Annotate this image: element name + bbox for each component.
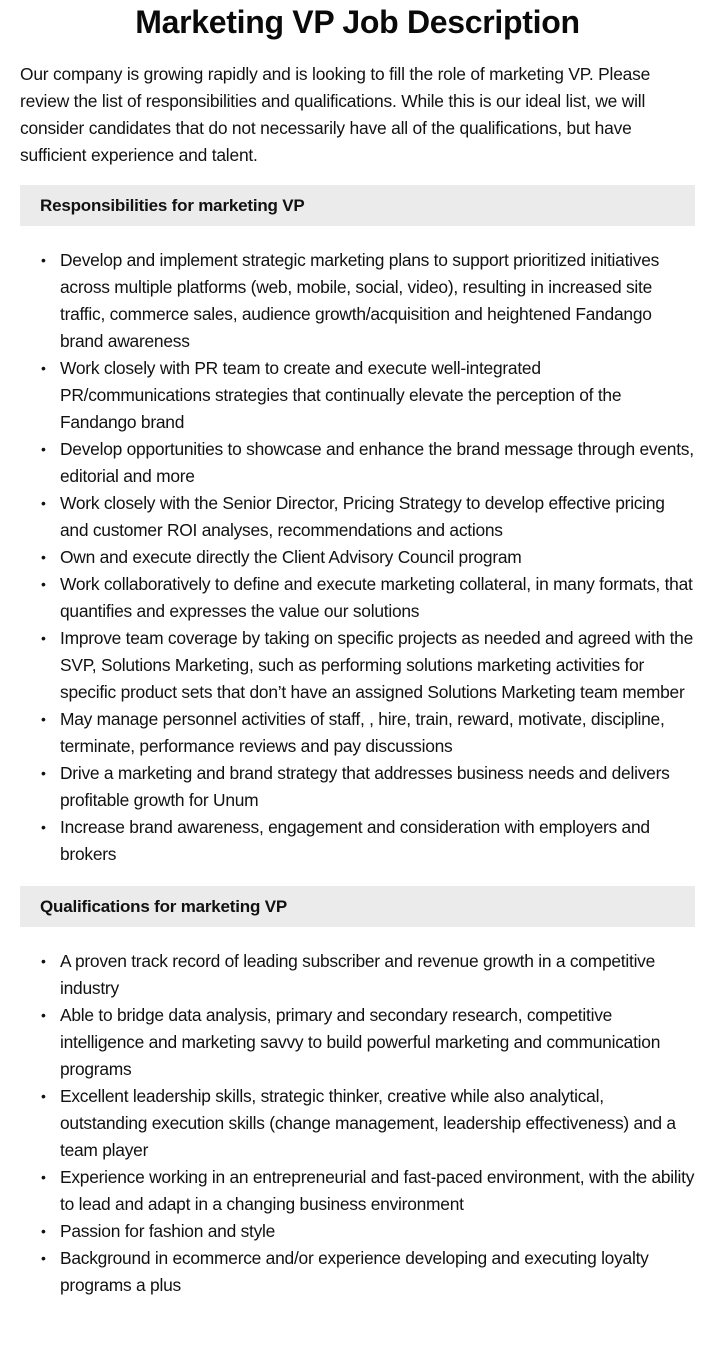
list-item: • Own and execute directly the Client Advisory Council program — [60, 544, 695, 571]
responsibilities-list — [20, 247, 695, 868]
list-item: • Develop opportunities to showcase and enhance the brand message through events, editorial and more — [60, 436, 695, 490]
list-item: • Able to bridge data analysis, primary and secondary research, competitive intelligence and marketing savvy to build powerful marketing and communication programs — [60, 1002, 695, 1083]
list-item: • Work closely with the Senior Director, Pricing Strategy to develop effective pricing and customer ROI analyses, recommendations and actions — [60, 490, 695, 544]
list-item: • Background in ecommerce and/or experience developing and executing loyalty programs a plus — [60, 1245, 695, 1299]
bullet-icon: • — [41, 765, 46, 781]
list-item: • Passion for fashion and style — [60, 1218, 695, 1245]
list-item: • Drive a marketing and brand strategy that addresses business needs and delivers profitable growth for Unum — [60, 760, 695, 814]
list-item: • Develop and implement strategic marketing plans to support prioritized initiatives across multiple platforms (web, mobile, social, video), resulting in increased site traffic, commerce sales, audience growth/acquisition and heightened Fandango brand awareness — [60, 247, 695, 355]
qualifications-header: Qualifications for marketing VP — [20, 886, 695, 927]
list-item: • Excellent leadership skills, strategic thinker, creative while also analytical, outstanding execution skills (change management, leadership effectiveness) and a team player — [60, 1083, 695, 1164]
responsibilities-header: Responsibilities for marketing VP — [20, 185, 695, 226]
page-title: Marketing VP Job Description — [135, 4, 580, 40]
bullet-icon: • — [41, 1088, 46, 1104]
list-item: • Improve team coverage by taking on specific projects as needed and agreed with the SVP, Solutions Marketing, such as performing solutions marketing activities for specific product sets that don’t have an assigned Solutions Marketing team member — [60, 625, 695, 706]
bullet-icon: • — [41, 819, 46, 835]
qualifications-list — [20, 948, 695, 1299]
bullet-icon: • — [41, 1223, 46, 1239]
bullet-icon: • — [41, 1007, 46, 1023]
list-item: • May manage personnel activities of staff, , hire, train, reward, motivate, discipline, terminate, performance reviews and pay discussions — [60, 706, 695, 760]
bullet-icon: • — [41, 252, 46, 268]
intro-paragraph: Our company is growing rapidly and is looking to fill the role of marketing VP. Please review the list of responsibilities and qualifications. While this is our ideal list, we will consider candidates that do not necessarily have all of the qualifications, but have sufficient experience and talent. — [20, 64, 651, 165]
bullet-icon: • — [41, 576, 46, 592]
list-item: • Experience working in an entrepreneurial and fast-paced environment, with the ability to lead and adapt in a changing business environment — [60, 1164, 695, 1218]
bullet-icon: • — [41, 1169, 46, 1185]
bullet-icon: • — [41, 549, 46, 565]
bullet-icon: • — [41, 441, 46, 457]
list-item: • Increase brand awareness, engagement and consideration with employers and brokers — [60, 814, 695, 868]
bullet-icon: • — [41, 630, 46, 646]
list-item: • A proven track record of leading subscriber and revenue growth in a competitive industry — [60, 948, 695, 1002]
bullet-icon: • — [41, 495, 46, 511]
bullet-icon: • — [41, 711, 46, 727]
list-item: • Work collaboratively to define and execute marketing collateral, in many formats, that quantifies and expresses the value our solutions — [60, 571, 695, 625]
list-item: • Work closely with PR team to create and execute well-integrated PR/communications strategies that continually elevate the perception of the Fandango brand — [60, 355, 695, 436]
bullet-icon: • — [41, 1250, 46, 1266]
bullet-icon: • — [41, 360, 46, 376]
bullet-icon: • — [41, 953, 46, 969]
